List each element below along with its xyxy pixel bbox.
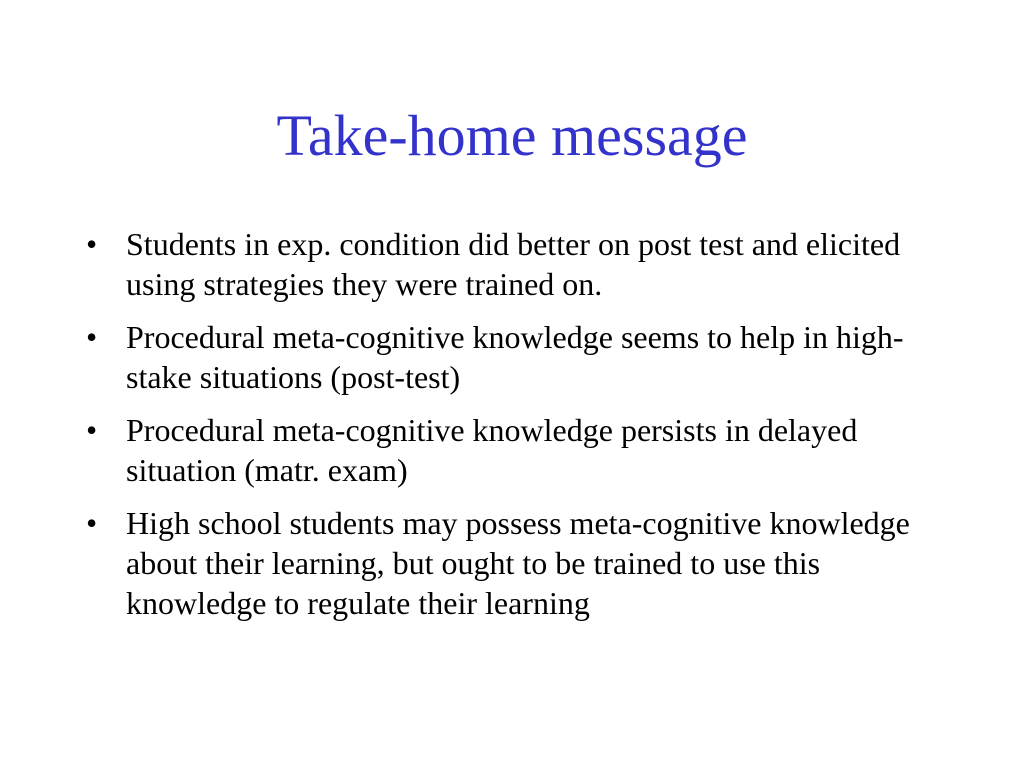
- bullet-item: [86, 410, 946, 490]
- bullet-dot-icon: •: [86, 505, 98, 541]
- bullet-dot-icon: •: [86, 319, 98, 355]
- bullet-item: [86, 224, 946, 304]
- bullet-dot-icon: •: [86, 226, 98, 262]
- bullet-list: [86, 224, 946, 636]
- bullet-text: Procedural meta-cognitive knowledge persists in delayed situation (matr. exam): [126, 412, 858, 488]
- bullet-text: Procedural meta-cognitive knowledge seems to help in high-stake situations (post-test): [126, 319, 904, 395]
- bullet-dot-icon: •: [86, 412, 98, 448]
- bullet-item: [86, 503, 946, 623]
- bullet-text: High school students may possess meta-cognitive knowledge about their learning, but ought to be trained to use this knowledge to regulate their learning: [126, 505, 910, 621]
- bullet-item: [86, 317, 946, 397]
- bullet-text: Students in exp. condition did better on post test and elicited using strategies they were trained on.: [126, 226, 901, 302]
- slide-title: Take-home message: [276, 103, 748, 168]
